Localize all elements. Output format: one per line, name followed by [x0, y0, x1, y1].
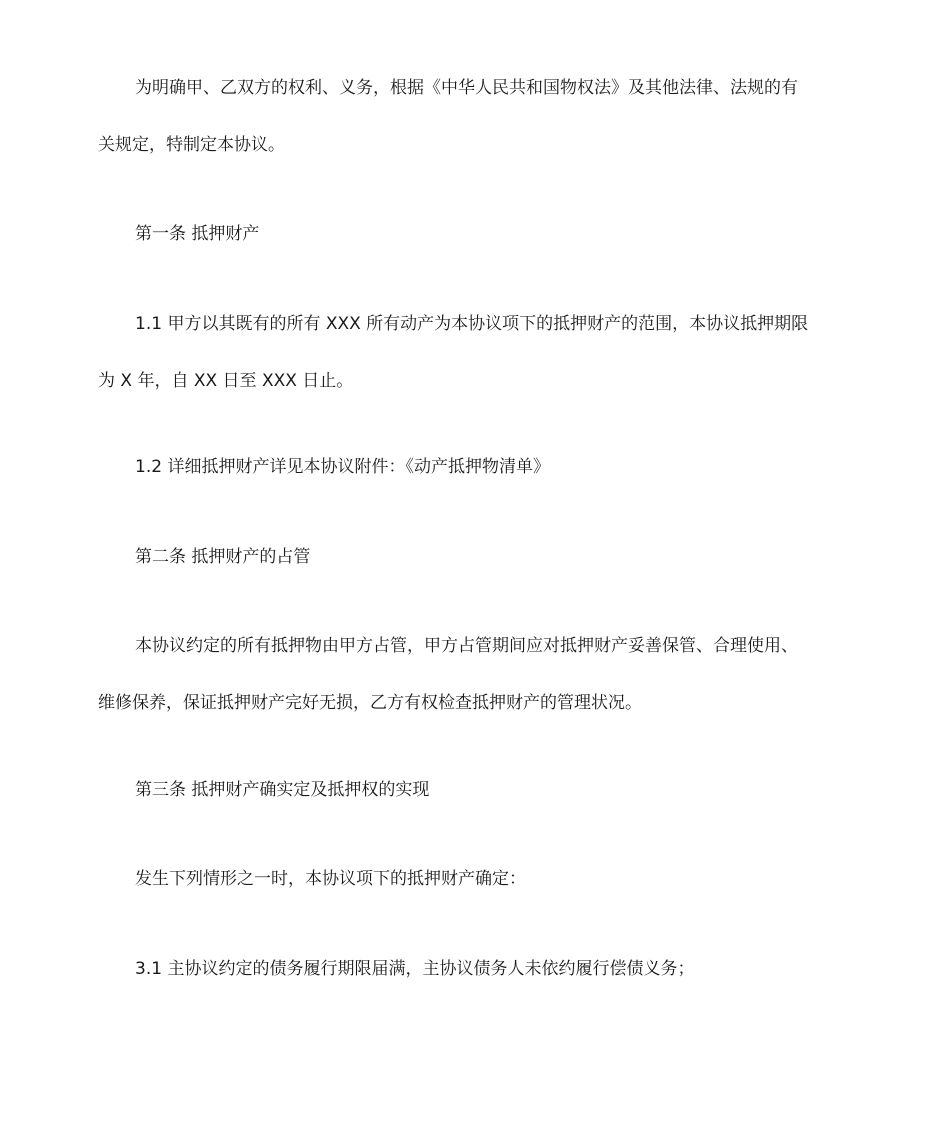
- clause-1-2-text: 1.2 详细抵押财产详见本协议附件：《动产抵押物清单》: [135, 457, 550, 477]
- clause-3-1-text: 3.1 主协议约定的债务履行期限届满，主协议债务人未依约履行偿债义务；: [135, 959, 695, 979]
- article-2-heading: [98, 529, 858, 586]
- article-2-body-line-2: 维修保养，保证抵押财产完好无损，乙方有权检查抵押财产的管理状况。: [98, 693, 642, 713]
- intro-paragraph: [98, 60, 858, 174]
- intro-line-2: 关规定，特制定本协议。: [98, 135, 285, 155]
- clause-1-1-line-2: 为 X 年，自 XX 日至 XXX 日止。: [98, 371, 354, 391]
- clause-1-1-line-1: 1.1 甲方以其既有的所有 XXX 所有动产为本协议项下的抵押财产的范围，本协议抵押期限: [135, 314, 809, 334]
- article-2-body-line-1: 本协议约定的所有抵押物由甲方占管，甲方占管期间应对抵押财产妥善保管、合理使用、: [135, 636, 798, 656]
- article-3-intro: [98, 851, 858, 908]
- article-3-intro-text: 发生下列情形之一时，本协议项下的抵押财产确定：: [135, 869, 526, 889]
- article-1-heading-text: 第一条 抵押财产: [135, 224, 260, 244]
- article-3-heading-text: 第三条 抵押财产确实定及抵押权的实现: [135, 780, 430, 800]
- article-2-heading-text: 第二条 抵押财产的占管: [135, 547, 311, 567]
- intro-line-1: 为明确甲、乙双方的权利、义务，根据《中华人民共和国物权法》及其他法律、法规的有: [135, 78, 798, 98]
- clause-1-2: [98, 439, 858, 496]
- article-1-heading: [98, 206, 858, 263]
- clause-3-1: [98, 941, 858, 998]
- article-2-body: [98, 618, 858, 732]
- article-3-heading: [98, 762, 858, 819]
- clause-1-1: [98, 296, 858, 410]
